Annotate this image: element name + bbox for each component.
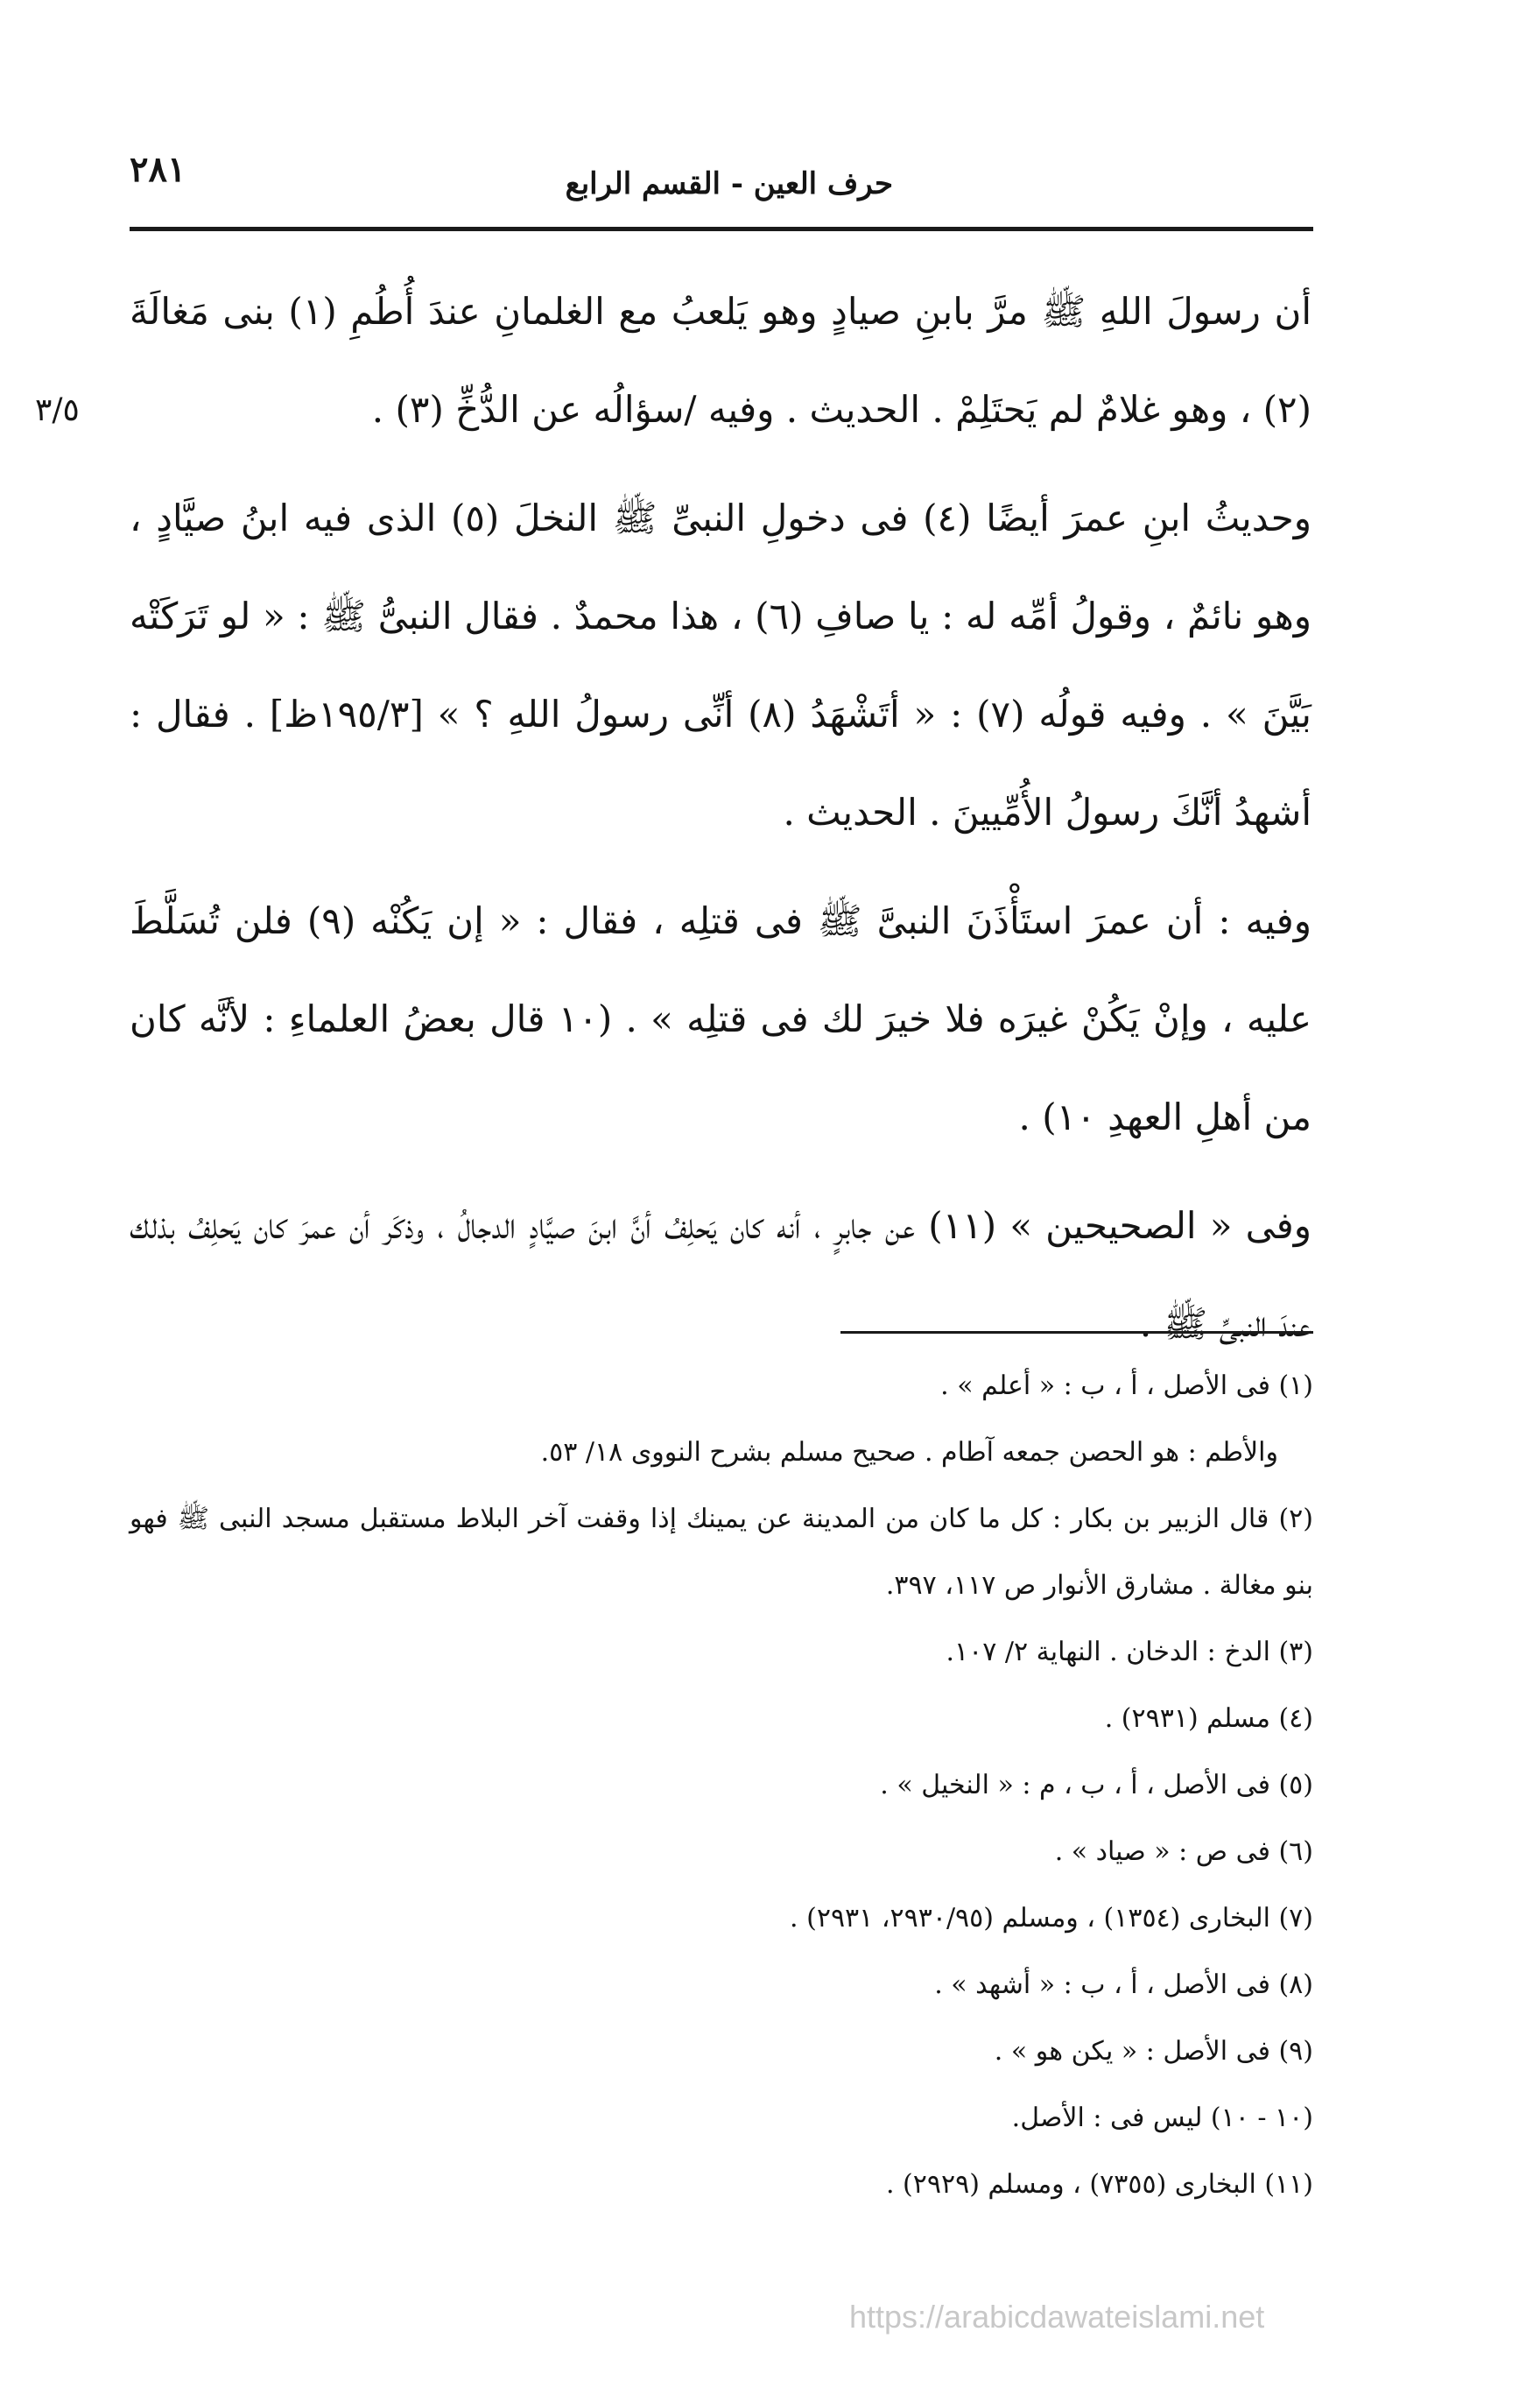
- footnote-6: (٦) فى ص : « صياد » .: [1054, 1836, 1313, 1867]
- footnote-1: (١) فى الأصل ، أ ، ب : « أعلم » .: [940, 1370, 1313, 1401]
- footnote-10: (١٠ - ١٠) ليس فى : الأصل.: [1011, 2103, 1313, 2133]
- footnotes: [130, 1353, 1313, 2218]
- footnote-9: (٩) فى الأصل : « يكن هو » .: [994, 2036, 1313, 2067]
- watermark-url: https://arabicdawateislami.net: [849, 2299, 1265, 2335]
- footnote-5: (٥) فى الأصل ، أ ، ب ، م : « النخيل » .: [880, 1770, 1313, 1800]
- footnote-3: (٣) الدخ : الدخان . النهاية ٢/ ١٠٧.: [946, 1637, 1313, 1667]
- paragraph-3: وفيه : أن عمرَ استَأْذَنَ النبىَّ ﷺ فى قتلِه ، فقال : « إن يَكُنْه (٩) فلن تُسَلَّطَ عليه ، وإنْ يَكُنْ غيرَه فلا خيرَ لك فى قتلِه » . (١٠ قال بعضُ العلماءِ : لأنَّه كان من أهلِ العهدِ ١٠) .: [130, 899, 1312, 1138]
- footnote-1-gloss: والأطم : هو الحصن جمعه آطام . صحيح مسلم بشرح النووى ١٨/ ٥٣.: [540, 1437, 1278, 1468]
- footnote-4: (٤) مسلم (٢٩٣١) .: [1104, 1703, 1313, 1734]
- footnote-2: (٢) قال الزبير بن بكار : كل ما كان من المدينة عن يمينك إذا وقفت آخر البلاط مستقبل مسجد النبى ﷺ فهو بنو مغالة . مشارق الأنوار ص ١١٧، ٣٩٧.: [130, 1504, 1314, 1601]
- body-text: [130, 263, 1311, 1373]
- footnote-separator: [840, 1331, 1313, 1334]
- paragraph-4: وفى « الصحيحين » (١١) عن جابرٍ ، أنه كان يَحلِفُ أنَّ ابنَ صيَّادٍ الدجالُ ، وذكَر أن عمرَ كان يَحلِفُ بذلك عندَ النبىِّ ﷺ .: [130, 1204, 1311, 1345]
- paragraph-2: وحديثُ ابنِ عمرَ أيضًا (٤) فى دخولِ النبىِّ ﷺ النخلَ (٥) الذى فيه ابنُ صيَّادٍ ، وهو نائمٌ ، وقولُ أمِّه له : يا صافِ (٦) ، هذا محمدٌ . فقال النبىُّ ﷺ : « لو تَرَكَتْه بَيَّنَ » . وفيه قولُه (٧) : « أتَشْهَدُ (٨) أنِّى رسولُ اللهِ ؟ » [١٩٥/٣ظ] . فقال : أشهدُ أنَّكَ رسولُ الأُمِّيينَ . الحديث .: [130, 497, 1312, 834]
- header-rule: [130, 227, 1313, 231]
- paragraph-1: أن رسولَ اللهِ ﷺ مرَّ بابنِ صيادٍ وهو يَلعبُ مع الغلمانِ عندَ أُطُمِ (١) بنى مَغالَةَ (٢) ، وهو غلامٌ لم يَحتَلِمْ . الحديث . وفيه /سؤالُه عن الدُّخِّ (٣) .: [130, 290, 1311, 431]
- footnote-7: (٧) البخارى (١٣٥٤) ، ومسلم (٢٩٣٠/٩٥، ٢٩٣١) .: [790, 1903, 1313, 1934]
- manuscript-folio-marker: ٣/٥: [35, 392, 80, 428]
- page-number: ٢٨١: [130, 149, 186, 190]
- footnote-11: (١١) البخارى (٧٣٥٥) ، ومسلم (٢٩٢٩) .: [885, 2169, 1313, 2200]
- footnote-8: (٨) فى الأصل ، أ ، ب : « أشهد » .: [934, 1969, 1313, 2000]
- running-head: حرف العين - القسم الرابع: [565, 166, 893, 201]
- page-header: [130, 140, 1313, 228]
